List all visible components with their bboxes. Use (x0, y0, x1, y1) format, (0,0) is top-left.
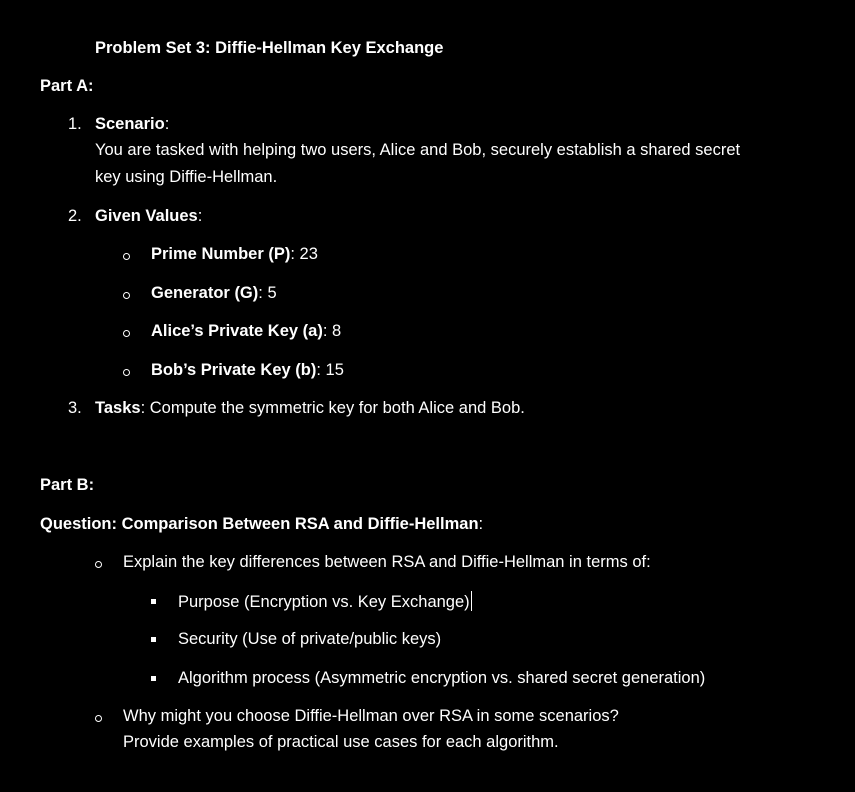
square-bullet-icon (151, 676, 156, 681)
hollow-bullet-icon (95, 561, 102, 568)
given-value-bob-key: Bob’s Private Key (b): 15 (151, 361, 344, 379)
item-3-number: 3. (68, 399, 82, 417)
item-1-label: Scenario: (95, 115, 170, 133)
hollow-bullet-icon (95, 715, 102, 722)
scenario-text-line-1: You are tasked with helping two users, Alice and Bob, securely establish a shared secret (95, 141, 741, 159)
square-bullet-icon (151, 599, 156, 604)
scenario-text-line-2: key using Diffie-Hellman. (95, 168, 278, 186)
question-bullet-1: Explain the key differences between RSA and Diffie-Hellman in terms of: (123, 553, 651, 571)
item-1-number: 1. (68, 115, 82, 133)
sub-bullet-security: Security (Use of private/public keys) (178, 630, 442, 648)
hollow-bullet-icon (123, 292, 130, 299)
item-2-number: 2. (68, 207, 82, 225)
hollow-bullet-icon (123, 330, 130, 337)
text-cursor (471, 591, 473, 611)
document-title: Problem Set 3: Diffie-Hellman Key Exchange (95, 39, 444, 57)
part-b-heading: Part B: (40, 476, 95, 494)
hollow-bullet-icon (123, 369, 130, 376)
given-value-alice-key: Alice’s Private Key (a): 8 (151, 322, 342, 340)
square-bullet-icon (151, 637, 156, 642)
item-2-label: Given Values: (95, 207, 203, 225)
question-bullet-2-line-2: Provide examples of practical use cases for each algorithm. (123, 733, 559, 751)
part-a-heading: Part A: (40, 77, 94, 95)
hollow-bullet-icon (123, 253, 130, 260)
sub-bullet-purpose[interactable]: Purpose (Encryption vs. Key Exchange) (178, 591, 472, 612)
item-3-tasks: Tasks: Compute the symmetric key for both Alice and Bob. (95, 399, 525, 417)
sub-bullet-algorithm: Algorithm process (Asymmetric encryption vs. shared secret generation) (178, 669, 706, 687)
question-heading: Question: Comparison Between RSA and Diffie-Hellman: (40, 515, 484, 533)
given-value-prime: Prime Number (P): 23 (151, 245, 318, 263)
given-value-generator: Generator (G): 5 (151, 284, 277, 302)
question-bullet-2-line-1: Why might you choose Diffie-Hellman over RSA in some scenarios? (123, 707, 619, 725)
